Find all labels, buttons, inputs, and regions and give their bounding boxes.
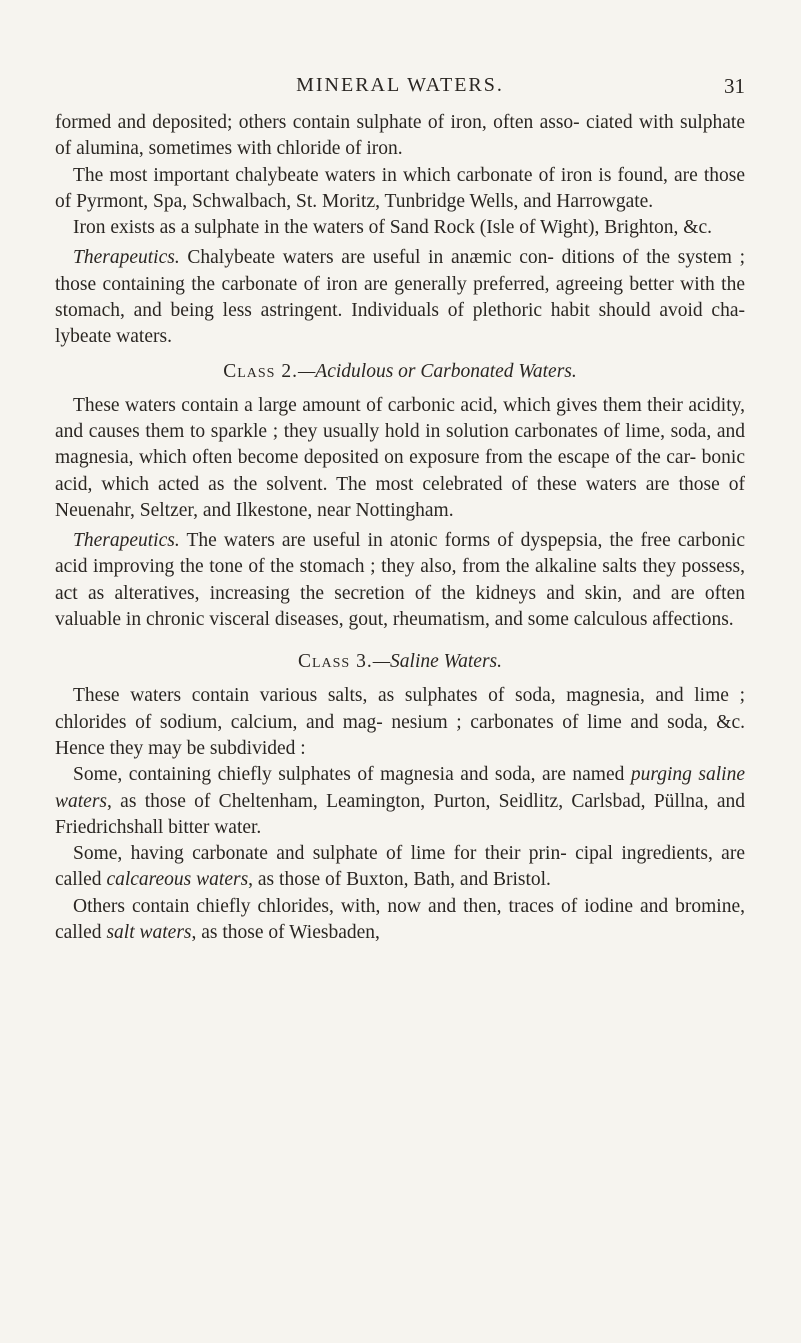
therapeutics-label: Therapeutics. <box>73 247 180 269</box>
book-page <box>55 70 745 946</box>
paragraph <box>55 841 745 894</box>
paragraph: The most important chalybeate waters in which carbonate of iron is found, are those of Pyrmont, Spa, Schwalbach, St. Moritz, Tunbridge Wells, and Harrowgate. <box>55 164 745 212</box>
paragraph-text: , as those of Buxton, Bath, and Bristol. <box>248 869 551 891</box>
class-label: Class 2. <box>223 360 298 382</box>
class-title: —Acidulous or Carbonated Waters. <box>297 360 577 382</box>
page-header <box>55 70 745 110</box>
paragraph: These waters contain various salts, as sulphates of soda, magnesia, and lime ; chlorides of sodium, calcium, and mag- nesium ; carbonates of lime and soda, &c. Hence they may be subdivided : <box>55 685 745 759</box>
paragraph-text: , as those of Wiesbaden, <box>191 922 380 944</box>
emphasis-term: salt waters <box>106 922 192 944</box>
body-text <box>55 110 745 946</box>
paragraph-therapeutics <box>55 528 745 633</box>
paragraph <box>55 762 745 841</box>
class-title: —Saline Waters. <box>372 651 503 673</box>
paragraph-text: Some, having carbonate and sulphate of lime for their prin- cipal ingredients, are called <box>55 843 745 891</box>
class-label: Class 3. <box>297 651 373 673</box>
paragraph-text: Some, containing chiefly sulphates of magnesia and soda, are named <box>73 764 631 786</box>
paragraph-therapeutics <box>55 245 745 350</box>
emphasis-term: purging saline waters <box>55 764 745 812</box>
paragraph-text: Chalybeate waters are useful in anæmic con- ditions of the system ; those containing the carbonate of iron are generally preferred, agreeing better with the stomach, and being less astringent. Individuals of plethoric habit should avoid cha- lybeate waters. <box>55 247 745 348</box>
paragraph-text: The waters are useful in atonic forms of dyspepsia, the free carbonic acid improving the tone of the stomach ; they also, from the alkaline salts they possess, act as alteratives, increasing the secretion of the kidneys and skin, and are often valuable in chronic visceral diseases, gout, rheumatism, and some calculous affections. <box>55 530 745 631</box>
class-heading <box>55 649 745 675</box>
paragraph-text: Others contain chiefly chlorides, with, now and then, traces of iodine and bromine, called <box>55 895 745 944</box>
page-number: 31 <box>724 74 745 98</box>
running-head: MINERAL WATERS. <box>296 74 504 96</box>
emphasis-term: calcareous waters <box>106 869 249 891</box>
therapeutics-label: Therapeutics. <box>73 530 180 552</box>
paragraph: formed and deposited; others contain sulphate of iron, often asso- ciated with sulphate of alumina, sometimes with chloride of iron. <box>55 112 745 160</box>
paragraph: These waters contain a large amount of carbonic acid, which gives them their acidity, and causes them to sparkle ; they usually hold in solution carbonates of lime, soda, and magnesia, which often become deposited on exposure from the escape of the car- bonic acid, which acted as the solvent. The most celebrated of these waters are those of Neuenahr, Seltzer, and Ilkestone, near Nottingham. <box>55 394 745 521</box>
paragraph: Iron exists as a sulphate in the waters of Sand Rock (Isle of Wight), Brighton, &c. <box>73 217 712 239</box>
class-heading <box>55 359 745 385</box>
paragraph-text: , as those of Cheltenham, Leamington, Purton, Seidlitz, Carlsbad, Püllna, and Friedrichshall bitter water. <box>55 790 745 838</box>
paragraph <box>55 894 745 947</box>
